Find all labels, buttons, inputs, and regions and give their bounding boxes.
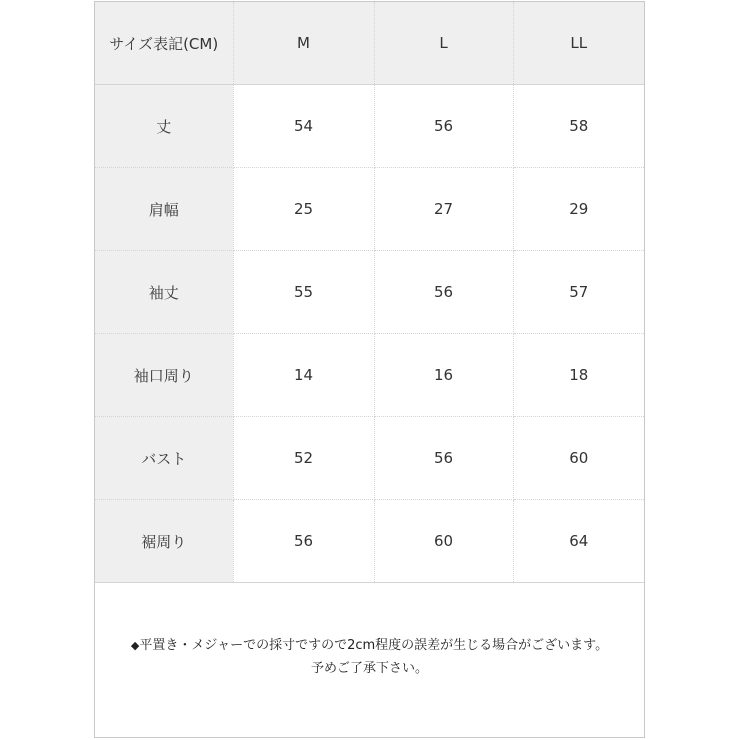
table-cell: 14 [233,334,374,417]
table-cell: 27 [374,168,513,251]
table-cell: 16 [374,334,513,417]
table-row [95,251,644,334]
table-row [95,500,644,583]
table-row [95,168,644,251]
table-cell: 55 [233,251,374,334]
table-cell: 58 [513,85,644,168]
row-label-sleeve-length: 袖丈 [95,251,233,334]
table-cell: 29 [513,168,644,251]
table-row [95,85,644,168]
header-size-ll: LL [513,2,644,85]
table-cell: 52 [233,417,374,500]
measurement-note [95,634,644,680]
table-cell: 64 [513,500,644,583]
size-table [95,2,644,583]
table-cell: 25 [233,168,374,251]
note-text-1: 平置き・メジャーでの採寸ですので2cm程度の誤差が生じる場合がございます。 [139,638,609,653]
table-cell: 57 [513,251,644,334]
diamond-bullet-icon: ◆ [130,639,140,652]
table-cell: 56 [374,85,513,168]
table-cell: 54 [233,85,374,168]
table-cell: 60 [513,417,644,500]
table-cell: 56 [374,417,513,500]
note-line-1 [95,634,644,657]
table-cell: 60 [374,500,513,583]
table-row [95,417,644,500]
size-chart-frame [94,1,645,738]
table-cell: 56 [233,500,374,583]
row-label-hem: 裾周り [95,500,233,583]
header-size-l: L [374,2,513,85]
header-size-m: M [233,2,374,85]
table-cell: 18 [513,334,644,417]
row-label-shoulder: 肩幅 [95,168,233,251]
row-label-length: 丈 [95,85,233,168]
note-line-2: 予めご了承下さい。 [310,661,428,676]
table-cell: 56 [374,251,513,334]
header-size-label: サイズ表記(CM) [95,2,233,85]
table-header-row [95,2,644,85]
row-label-bust: バスト [95,417,233,500]
row-label-cuff: 袖口周り [95,334,233,417]
table-row [95,334,644,417]
